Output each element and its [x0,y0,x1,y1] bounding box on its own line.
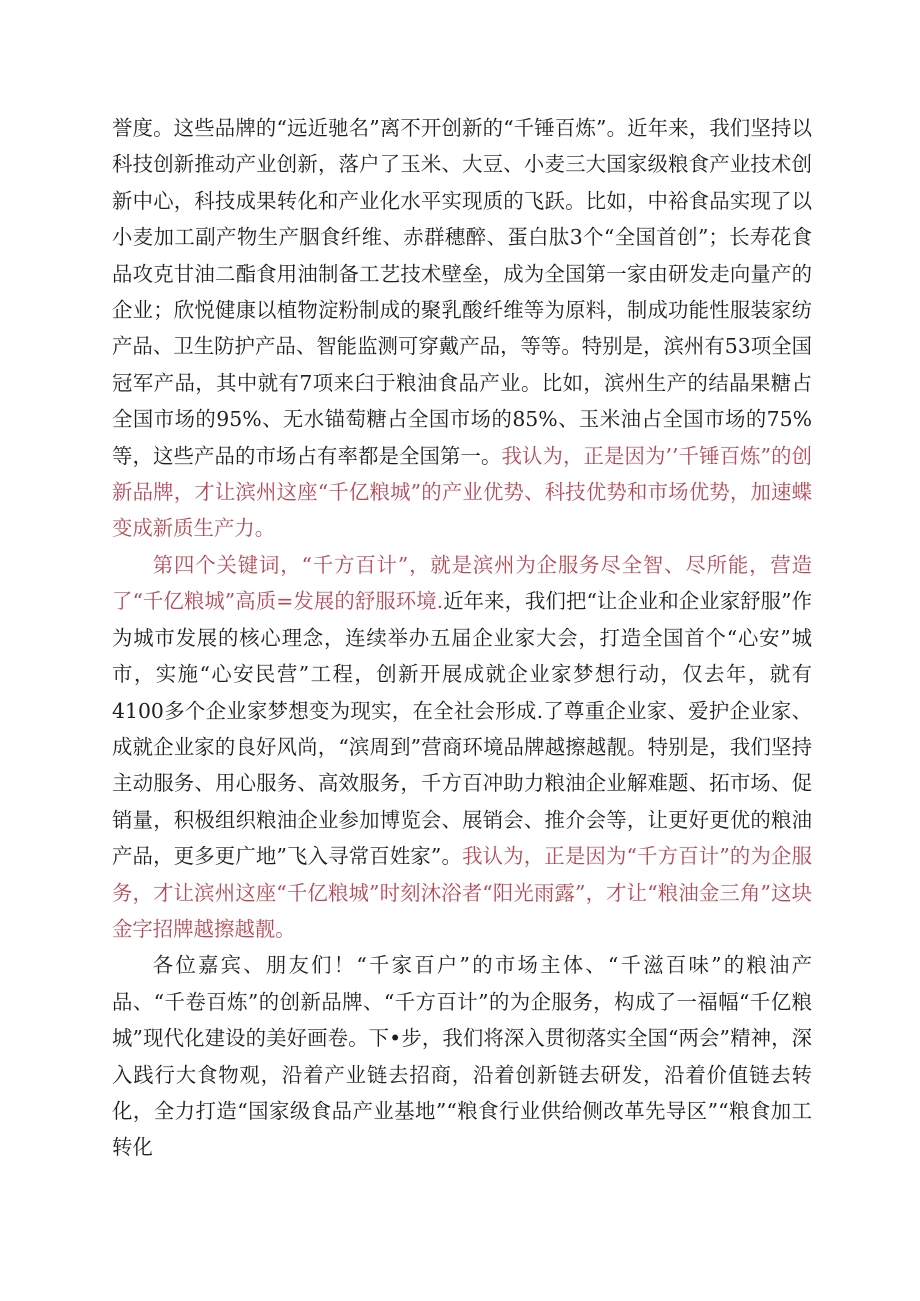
paragraph-closing [112,947,812,1165]
highlighted-text: 第四个关键词，“千方百计”，就是滨州为企服务尽全智、尽所能，营造了“千亿粮城”高质=发展的舒服环境. [112,552,812,614]
paragraph-text: 各位嘉宾、朋友们！“千家百户”的市场主体、“千滋百味”的粮油产品、“千卷百炼”的创新品牌、“千方百计”的为企服务，构成了一福幅“千亿粮城”现代化建设的美好画卷。下•步，我们将深入贯彻落实全国“两会”精神，深入践行大食物观，沿着产业链去招商，沿着创新链去研发，沿着价值链去转化，全力打造“国家级食品产业基地”“粮食行业供给侧改革先导区”“粮食加工转化 [112,953,812,1160]
paragraph-keyword-four [112,547,812,947]
highlighted-text: 我认为，正是因为“千方百计”的为企服务，才让滨州这座“千亿粮城”时刻沐浴者“阳光雨露”，才让“粮油金三角”这块金字招牌越擦越靓。 [112,844,812,941]
paragraph-text: 近年来，我们把“让企业和企业家舒服”作为城市发展的核心理念，连续举办五届企业家大会，打造全国首个“心安”城市，实施“心安民营”工程，创新开展成就企业家梦想行动，仅去年，就有4100多个企业家梦想变为现实，在全社会形成.了尊重企业家、爱护企业家、成就企业家的良好风尚，“滨周到”营商环境品牌越擦越靓。特别是，我们坚持主动服务、用心服务、高效服务，千方百冲助力粮油企业解难题、拓市场、促销量，积极组织粮油企业参加博览会、展销会、推介会等，让更好更优的粮油产品，更多更广地”飞入寻常百姓家”。 [112,589,812,869]
paragraph-text: 誉度。这些品牌的“远近驰名”离不开创新的“千锤百炼”。近年来，我们坚持以科技创新推动产业创新，落户了玉米、大豆、小麦三大国家级粮食产业技术创新中心，科技成果转化和产业化水平实现质的飞跃。比如，中裕食品实现了以小麦加工副产物生产胭食纤维、赤群穗醉、蛋白肽3个“全国首创”；长寿花食品攻克甘油二酯食用油制备工艺技术壁垒，成为全国第一家由研发走向量产的企业；欣悦健康以植物淀粉制成的聚乳酸纤维等为原料，制成功能性服装家纺产品、卫生防护产品、智能监测可穿戴产品，等等。特别是，滨州有53项全国冠军产品，其中就有7项来臼于粮油食品产业。比如，滨州生产的结晶果糖占全国市场的95%、无水锚萄糖占全国市场的85%、玉米油占全国市场的75%等，这些产品的市场占有率都是全国第一。 [112,116,812,468]
document-body [112,110,812,1166]
paragraph-brand-innovation [112,110,812,547]
highlighted-text: 我认为，正是因为’’千锤百炼”的创新品牌，才让滨州这座“千亿粮城”的产业优势、科技优势和市场优势，加速蝶变成新质生产力。 [112,443,812,541]
